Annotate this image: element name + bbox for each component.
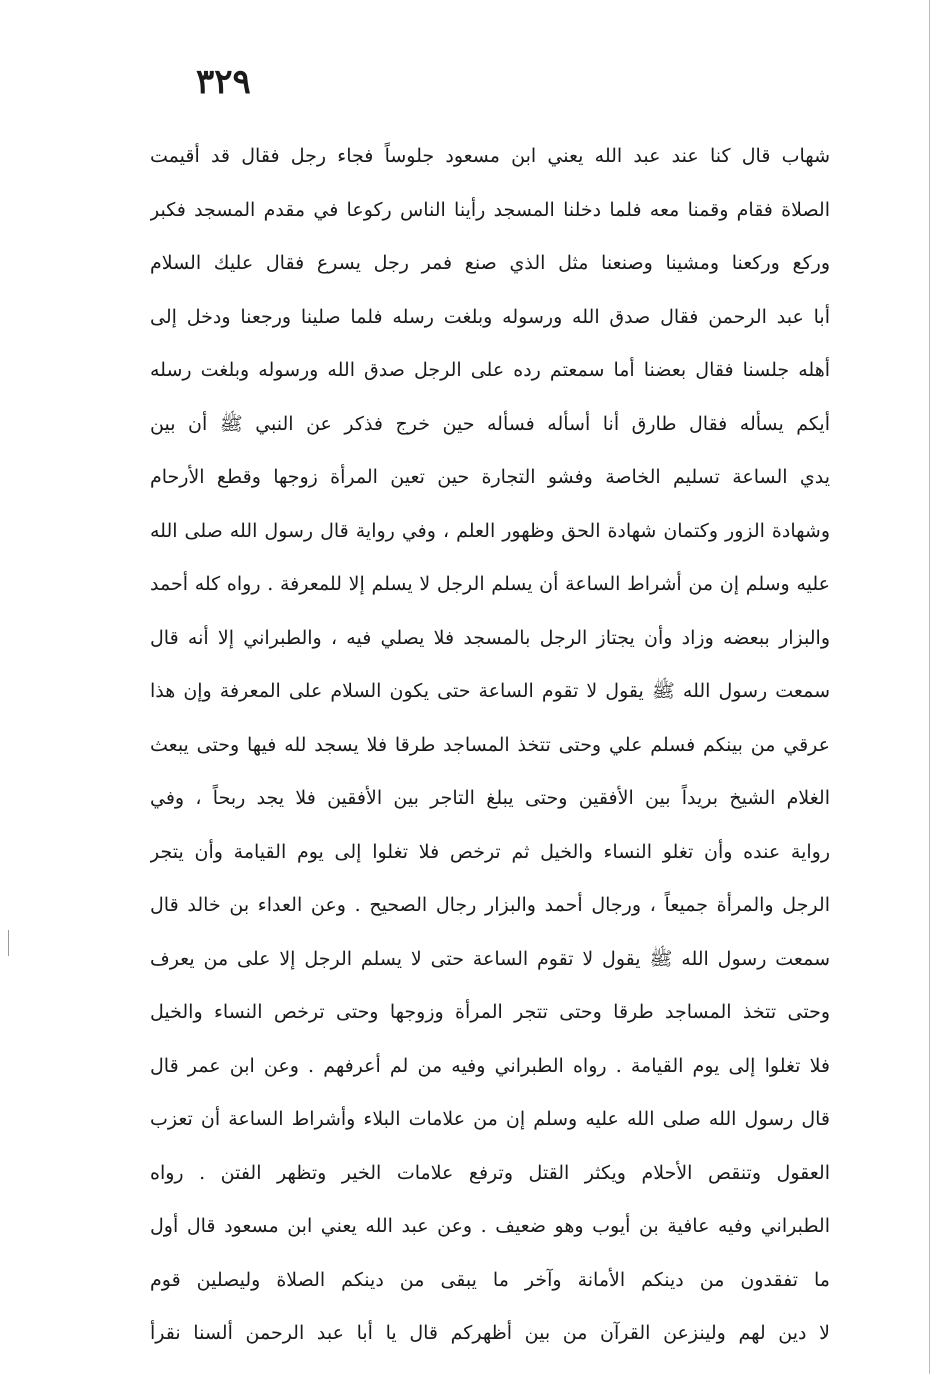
page-edge-line [929,0,930,1374]
text-line: الطبراني وفيه عافية بن أيوب وهو ضعيف . وعن عبد الله يعني ابن مسعود قال أول [150,1215,830,1237]
text-line: وشهادة الزور وكتمان شهادة الحق وظهور العلم ، وفي رواية قال رسول الله صلى الله [150,519,830,542]
text-line: سمعت رسول الله ﷺ يقول لا تقوم الساعة حتى يكون السلام على المعرفة وإن هذا [150,680,830,702]
text-line: فلا تغلوا إلى يوم القيامة . رواه الطبراني وفيه من لم أعرفهم . وعن ابن عمر قال [150,1054,830,1077]
text-line: وركع وركعنا ومشينا وصنعنا مثل الذي صنع فمر رجل يسرع فقال عليك السلام [150,252,830,274]
text-line: ما تفقدون من دينكم الأمانة وآخر ما يبقى من دينكم الصلاة وليصلين قوم [150,1268,830,1291]
body-text [150,130,830,1361]
text-line: العقول وتنقص الأحلام ويكثر القتل وترفع علامات الخير وتظهر الفتن . رواه [150,1161,830,1184]
text-line: شهاب قال كنا عند عبد الله يعني ابن مسعود جلوساً فجاء رجل فقال قد أقيمت [150,145,830,167]
text-line: وحتى تتخذ المساجد طرقا وحتى تتجر المرأة وزوجها وحتى ترخص النساء والخيل [150,1001,830,1023]
text-line: عليه وسلم إن من أشراط الساعة أن يسلم الرجل لا يسلم إلا للمعرفة . رواه كله أحمد [150,573,830,595]
text-line: أيكم يسأله فقال طارق أنا أسأله فسأله حين خرج فذكر عن النبي ﷺ أن بين [150,412,830,435]
text-line: والبزار ببعضه وزاد وأن يجتاز الرجل بالمسجد فلا يصلي فيه ، والطبراني إلا أنه قال [150,626,830,649]
text-line: عرقي من بينكم فسلم علي وحتى تتخذ المساجد طرقا فلا يسجد لله فيها وحتى يبعث [150,733,830,756]
margin-mark [8,930,9,956]
text-line: الرجل والمرأة جميعاً ، ورجال أحمد والبزار رجال الصحيح . وعن العداء بن خالد قال [150,894,830,916]
text-line: أهله جلسنا فقال بعضنا أما سمعتم رده على الرجل صدق الله ورسوله وبلغت رسله [150,359,830,381]
text-line: قال رسول الله صلى الله عليه وسلم إن من علامات البلاء وأشراط الساعة أن تعزب [150,1108,830,1130]
text-line: لا دين لهم ولينزعن القرآن من بين أظهركم قال يا أبا عبد الرحمن ألسنا نقرأ [150,1322,830,1344]
text-line: أبا عبد الرحمن فقال صدق الله ورسوله وبلغت رسله فلما صلينا ورجعنا ودخل إلى [150,305,830,328]
text-line: رواية عنده وأن تغلو النساء والخيل ثم ترخص فلا تغلوا إلى يوم القيامة وأن يتجر [150,840,830,863]
text-line: الصلاة فقام وقمنا معه فلما دخلنا المسجد رأينا الناس ركوعا في مقدم المسجد فكبر [150,198,830,221]
text-line: الغلام الشيخ بريداً بين الأفقين وحتى يبلغ التاجر بين الأفقين فلا يجد ربحاً ، وفي [150,787,830,809]
text-line: سمعت رسول الله ﷺ يقول لا تقوم الساعة حتى لا يسلم الرجل إلا على من يعرف [150,947,830,970]
text-line: يدي الساعة تسليم الخاصة وفشو التجارة حين تعين المرأة زوجها وقطع الأرحام [150,466,830,488]
page-number: ٣٢٩ [196,62,251,102]
